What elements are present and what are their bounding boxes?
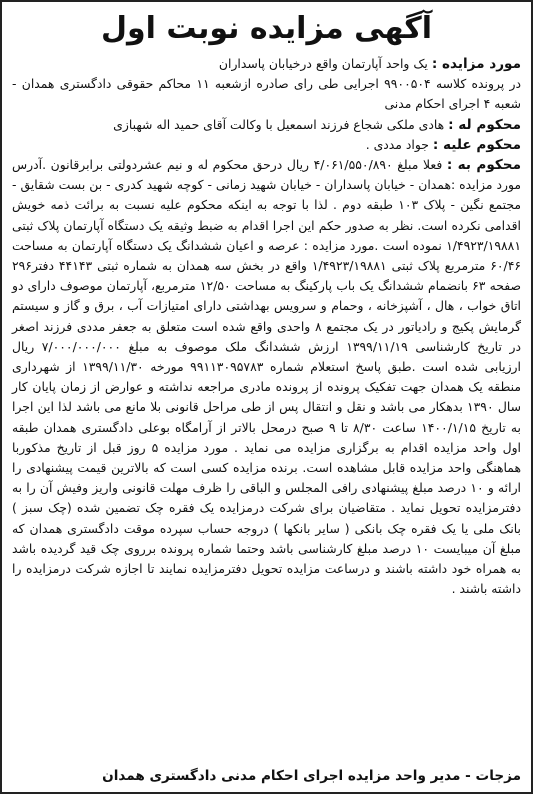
notice-title: آگهی مزایده نوبت اول [100,11,433,46]
judgment-text: فعلا مبلغ ۴/۰۶۱/۵۵۰/۸۹۰ ریال درحق محکوم له و نیم عشردولتی برابرقانون .آدرس مورد مزایده :همدان - خیابان پاسداران - خیابان شهید زمانی - کوچه شهید کدری - بن بست شقایق - مجتمع نگین - پلاک ۱۰۳ طبقه دوم . لذا با توجه به اینکه محکوم علیه نسبت به برائت ذمه خویش اقدامی نکرده است. نظر به صدور حکم این اجرا اقدام به ضبط وثیقه یک دستگاه آپارتمان پلاک ثبتی ۱/۴۹۲۳/۱۹۸۸۱ نموده است .مورد مزایده : عرصه و اعیان ششدانگ یک دستگاه آپارتمان به مساحت ۶۰/۴۶ مترمربع پلاک ثبتی ۱/۴۹۲۳/۱۹۸۸۱ واقع در بخش سه همدان به شماره ثبتی ۴۴۱۴۳ دفتر۲۹۶ صفحه ۶۳ بانضمام ششدانگ یک باب پارکینگ به مساحت ۱۲/۵۰ مترمربع، آپارتمان موصوف دارای دو اتاق خواب ، هال ، آشپزخانه ، وحمام و سرویس بهداشتی دارای امتیازات آب ، برق و گاز و سیستم گرمایش پکیج و رادیاتور در یک مجتمع ۸ واحدی واقع شده است متعلق به جعفر مددی فرزند اصغر در تاریخ کارشناسی ۱۳۹۹/۱۱/۱۹ ارزش ششدانگ ملک موصوف به مبلغ ۷/۰۰۰/۰۰۰/۰۰۰ ریال ارزیابی شده است .طبق پاسخ استعلام شماره ۹۹۱۱۳۰۹۵۷۸۳ مورخه ۱۳۹۹/۱۱/۳۰ از شهرداری منطقه یک همدان جهت تفکیک پرونده از پرونده مادری مراجعه نداشته و عوارض از زمان پایان کار سال ۱۳۹۰ بدهکار می باشد و نقل و انتقال پس از طی مراحل قانونی بلا مانع می باشد لذا این اجرا به تاریخ ۱۴۰۰/۱/۱۵ ساعت ۸/۳۰ تا ۹ صبح درمحل بالاتر از آرامگاه بوعلی دادگستری همدان طبقه اول واحد مزایده اقدام به برگزاری مزایده می نماید . مورد مزایده ۵ روز قبل از تاریخ مذکوربا هماهنگی واحد مزایده قابل مشاهده است. برنده مزایده کسی است که بالاترین قیمت پیشنهادی را ارائه و ۱۰ درصد مبلغ پیشنهادی رافی المجلس و الباقی را ظرف مهلت قانونی واریز وفیش آن را به دفترمزایده تحویل نماید . متقاضیان برای شرکت درمزایده یک فقره چک تضمین شده (چک سبز ) بانک ملی یا یک فقره چک بانکی ( سایر بانکها ) دروجه حساب سپرده موقت دادگستری همدان که مبلغ آن میبایست ۱۰ درصد مبلغ کارشناسی باشد وحتما شماره پرونده برروی چک قید گردیده باشد به همراه خود داشته باشند و درساعت مزایده تحویل دفترمزایده نمایند تا اجازه شرکت درمزایده را داشته باشند . [12,157,522,597]
beneficiary-label: محکوم له : [448,116,521,133]
debtor-paragraph [12,135,521,155]
debtor-label: محکوم علیه : [432,136,521,153]
judgment-paragraph [12,155,521,599]
case-intro: در پرونده کلاسه ۹۹۰۰۵۰۴ اجرایی طی رای صادره ازشعبه ۱۱ محاکم حقوقی دادگستری همدان - شعبه ۴ اجرای احکام مدنی [12,76,521,112]
subject-text: یک واحد آپارتمان واقع درخیابان پاسداران [218,56,428,71]
judgment-label: محکوم به : [446,157,522,174]
beneficiary-text: هادی ملکی شجاع فرزند اسمعیل با وکالت آقای حمید اله شهبازی [113,116,445,132]
notice-signature: مزجات - مدیر واحد مزایده اجرای احکام مدنی دادگستری همدان [102,768,521,784]
subject-paragraph [12,54,521,74]
beneficiary-paragraph [12,115,521,135]
debtor-text: جواد مددی . [365,136,429,152]
subject-label: مورد مزایده : [431,56,521,72]
